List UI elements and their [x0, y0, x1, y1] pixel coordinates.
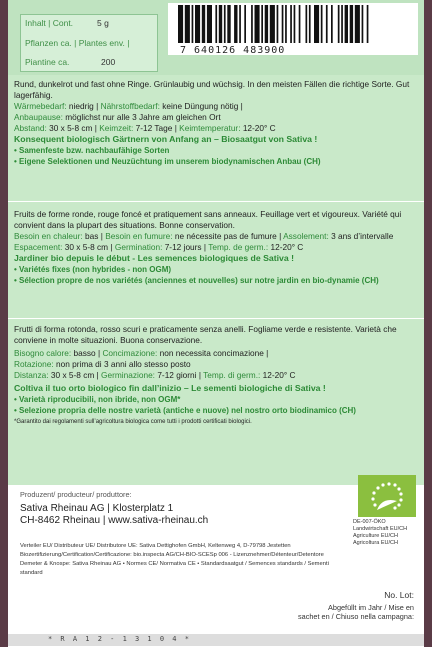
italian-row2-label: Rotazione: [14, 359, 54, 369]
german-row1-label: Wärmebedarf: [14, 101, 67, 111]
lot-line-2: sachet en / Chiuso nella campagna: [297, 612, 414, 621]
italian-row2-value: non prima di 3 anni allo stesso posto [55, 359, 191, 369]
barcode-bar [195, 5, 200, 43]
barcode-bar [367, 5, 369, 43]
eu-organic-text [353, 519, 423, 547]
content-value: 5 g [97, 18, 109, 28]
french-row1-label: Besoin en chaleur: [14, 231, 83, 241]
italian-section [14, 324, 419, 427]
french-row1-label3: Assolement: [283, 231, 329, 241]
italian-footnote: *Garantito dai regolamenti sull’agricoltura biologica come tutti i prodotti certificati biologici. [14, 419, 252, 425]
content-label: Inhalt | Cont. [25, 18, 74, 28]
barcode-bar [309, 5, 311, 43]
small-print-line-3: Demeter & Knospe: Sativa Rheinau AG • Normes CE/ Normativa CE • Standardsaatgut / Semences standards / Sementi standard [20, 561, 329, 576]
plants-label-it: Piantine ca. [25, 57, 70, 67]
italian-row3-value3: 12-20° C [262, 370, 296, 380]
barcode-bar [261, 5, 263, 43]
plants-value: 200 [101, 57, 116, 67]
french-row2 [14, 242, 419, 253]
french-row2-value2: 7-12 jours | [164, 242, 207, 252]
barcode-bar [362, 5, 364, 43]
small-print-line-2: Biozertifizierung/Certification/Certificazione: bio.inspecta AG/CH-BIO-SCESp 006 - Lizenznehmer/Détenteur/Detentore [20, 552, 324, 558]
german-row3-label: Abstand: [14, 123, 47, 133]
plants-label: Pflanzen ca. | Plantes env. | [25, 38, 130, 48]
lot-block [298, 590, 414, 621]
barcode-bar [178, 5, 183, 43]
barcode-bar [345, 5, 348, 43]
barcode-bar [338, 5, 340, 43]
italian-headline: Coltiva il tuo orto biologico fin dall’inizio – Le sementi biologiche di Sativa ! [14, 383, 326, 393]
bottom-code: * R A 1 2 - 1 3 1 0 4 * [48, 635, 191, 643]
contents-label-box [20, 14, 158, 72]
barcode-bar [350, 5, 353, 43]
barcode-bar [285, 5, 287, 43]
eu-code: DE-007-ÖKO [353, 519, 386, 525]
producer-line-1: Sativa Rheinau AG | Klosterplatz 1 [20, 503, 174, 514]
german-row1-value: niedrig | [68, 101, 99, 111]
barcode [168, 3, 418, 55]
french-row2-label2: Germination: [114, 242, 163, 252]
barcode-bar [290, 5, 292, 43]
barcode-bar [282, 5, 284, 43]
german-bullet-2: • Eigene Selektionen und Neuzüchtung im unserem biodynamischen Anbau (CH) [14, 157, 321, 166]
german-row3-value2: 7-12 Tage | [135, 123, 177, 133]
german-row2 [14, 112, 419, 123]
french-row2-label3: Temp. de germ.: [208, 242, 269, 252]
barcode-bar [299, 5, 301, 43]
german-intro: Rund, dunkelrot und fast ohne Ringe. Grünlaubig und wüchsig. In den meisten Fällen die richtige Sorte. Gut lagerfähig. [14, 79, 410, 100]
barcode-bar [192, 5, 194, 43]
italian-row1-value: basso | [73, 348, 101, 358]
italian-row1 [14, 348, 419, 359]
divider-2 [8, 318, 424, 319]
italian-row3-value: 30 x 5-8 cm | [50, 370, 99, 380]
barcode-bar [244, 5, 246, 43]
french-row1-value: bas | [85, 231, 103, 241]
italian-row1-label2: Concimazione: [102, 348, 158, 358]
french-row1-label2: Besoin en fumure: [105, 231, 173, 241]
producer-line-2: CH-8462 Rheinau | www.sativa-rheinau.ch [20, 515, 209, 526]
french-intro: Fruits de forme ronde, rouge foncé et pratiquement sans anneaux. Feuillage vert et vigoureux. Variété qui convient dans la plupart des situations. Bonne conservation. [14, 209, 402, 230]
french-row1-value2: ne nécessite pas de fumure | [174, 231, 282, 241]
german-row1 [14, 101, 419, 112]
italian-row2 [14, 359, 419, 370]
german-row2-label: Anbaupause: [14, 112, 63, 122]
italian-row1-label: Bisogno calore: [14, 348, 72, 358]
lot-label: No. Lot: [384, 590, 414, 600]
german-row3-label2: Keimzeit: [99, 123, 134, 133]
barcode-bar [331, 5, 333, 43]
german-row3-value3: 12-20° C [242, 123, 276, 133]
lot-line-1: Abgefüllt im Jahr / Mise en [328, 603, 414, 612]
barcode-bar [215, 5, 217, 43]
german-bullet-1: • Samenfeste bzw. nachbaufähige Sorten [14, 146, 170, 155]
french-bullet-1: • Variétés fixes (non hybrides - non OGM) [14, 265, 172, 274]
italian-row3-label3: Temp. di germ.: [203, 370, 261, 380]
producer-label: Produzent/ producteur/ produttore: [20, 490, 132, 499]
barcode-bar [227, 5, 230, 43]
barcode-bar [355, 5, 360, 43]
french-row2-value: 30 x 5-8 cm | [64, 242, 113, 252]
french-bullet-2: • Sélection propre de nos variétés (anciennes et nouvelles) sur notre jardin en bio-dynamie (CH) [14, 276, 379, 285]
french-headline: Jardiner bio depuis le début - Les semences biologiques de Sativa ! [14, 253, 295, 263]
barcode-bar [306, 5, 308, 43]
german-headline: Konsequent biologisch Gärtnern von Anfang an – Biosaatgut von Sativa ! [14, 134, 318, 144]
barcode-bar [185, 5, 190, 43]
barcode-bar [270, 5, 275, 43]
barcode-bar [202, 5, 205, 43]
italian-row3-label: Distanza: [14, 370, 49, 380]
barcode-bar [224, 5, 226, 43]
french-row2-value3: 12-20° C [270, 242, 304, 252]
barcode-bar [255, 5, 260, 43]
barcode-bar [341, 5, 343, 43]
german-row1-label2: Nährstoffbedarf: [100, 101, 160, 111]
barcode-bar [314, 5, 319, 43]
italian-bullet-1: • Varietà riproducibili, non ibride, non OGM* [14, 395, 181, 404]
barcode-bar [294, 5, 296, 43]
top-band [8, 0, 424, 75]
french-section [14, 209, 419, 286]
divider-1 [8, 201, 424, 202]
seed-packet-back [8, 0, 424, 647]
barcode-bar [277, 5, 279, 43]
barcode-bars [172, 5, 412, 45]
producer-block [20, 490, 320, 527]
barcode-bar [234, 5, 237, 43]
small-print-line-1: Verteiler EU/ Distributeur UE/ Distributore UE: Sativa Dettighofen GmbH, Keltenweg 4, D-79798 Jestetten [20, 543, 291, 549]
barcode-bar [219, 5, 222, 43]
eu-line-4: Agricoltura EU/CH [353, 540, 398, 546]
italian-intro: Frutti di forma rotonda, rosso scuri e praticamente senza anelli. Fogliame verde e resistente. Varietà che conviene in molte situazioni. Buona conservazione. [14, 324, 397, 345]
description-panel [8, 75, 424, 485]
barcode-bar [265, 5, 268, 43]
german-row3 [14, 123, 419, 134]
barcode-bar [251, 5, 253, 43]
barcode-bar [239, 5, 241, 43]
eu-organic-logo [358, 475, 416, 517]
german-row1-value2: keine Düngung nötig | [162, 101, 243, 111]
french-row1 [14, 231, 419, 242]
eu-line-2: Landwirtschaft EU/CH [353, 526, 408, 532]
french-row1-value3: 3 ans d’intervalle [331, 231, 394, 241]
german-section [14, 79, 419, 167]
german-row2-value: möglichst nur alle 3 Jahre am gleichen Ort [65, 112, 221, 122]
barcode-number: 7 640126 483900 [180, 45, 286, 56]
barcode-bar [207, 5, 212, 43]
barcode-bar [326, 5, 328, 43]
italian-row3-value2: 7-12 giorni | [157, 370, 201, 380]
eu-leaf-icon [358, 475, 416, 517]
german-row3-label3: Keimtemperatur: [179, 123, 241, 133]
italian-row1-value2: non necessita concimazione | [159, 348, 269, 358]
italian-row3 [14, 370, 419, 381]
small-print [20, 542, 350, 578]
italian-row3-label2: Germinazione: [101, 370, 155, 380]
italian-bullet-2: • Selezione propria delle nostre varietà (antiche e nuove) nel nostro orto biodinamico (CH) [14, 406, 356, 415]
german-row3-value: 30 x 5-8 cm | [49, 123, 97, 133]
barcode-bar [321, 5, 323, 43]
french-row2-label: Espacement: [14, 242, 63, 252]
eu-line-3: Agriculture EU/CH [353, 533, 398, 539]
